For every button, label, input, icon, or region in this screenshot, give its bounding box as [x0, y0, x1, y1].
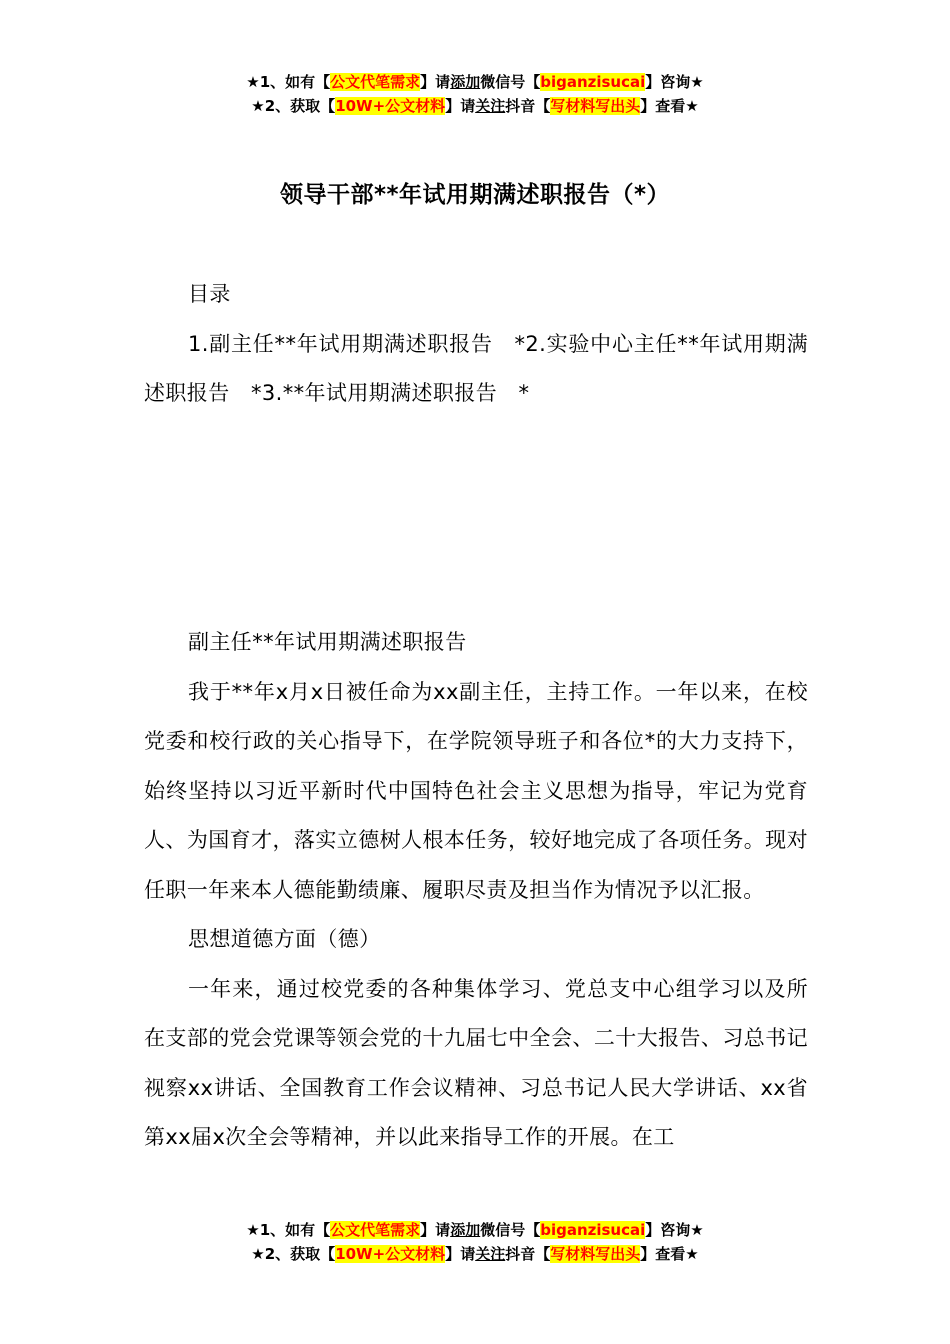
toc-entries: 1.副主任**年试用期满述职报告 *2.实验中心主任**年试用期满述职报告 *3.**年试用期满述职报告 * [144, 331, 808, 405]
highlight-wechat-id: biganzisucai [540, 1221, 646, 1239]
header-promo-banner [0, 70, 950, 118]
highlight-materials: 10W+公文材料 [335, 1245, 446, 1263]
highlight-douyin-account: 写材料写出头 [550, 1245, 641, 1263]
toc-heading: 目录 [188, 282, 231, 306]
highlight-materials: 10W+公文材料 [335, 97, 446, 115]
promo-line-2: ★2、获取【10W+公文材料】请关注抖音【写材料写出头】查看★ [251, 1245, 699, 1263]
table-of-contents [144, 270, 808, 419]
subsection-heading: 思想道德方面（德） [188, 927, 381, 951]
promo-line-1: ★1、如有【公文代笔需求】请添加微信号【biganzisucai】咨询★ [246, 1221, 704, 1239]
report-section [144, 618, 808, 1163]
highlight-douyin-account: 写材料写出头 [550, 97, 641, 115]
document-title: 领导干部**年试用期满述职报告（*） [279, 182, 671, 208]
promo-line-1: ★1、如有【公文代笔需求】请添加微信号【biganzisucai】咨询★ [246, 73, 704, 91]
promo-line-2: ★2、获取【10W+公文材料】请关注抖音【写材料写出头】查看★ [251, 97, 699, 115]
section-heading: 副主任**年试用期满述职报告 [188, 630, 467, 654]
body-paragraph: 一年来，通过校党委的各种集体学习、党总支中心组学习以及所在支部的党会党课等领会党的十九届七中全会、二十大报告、习总书记视察xx讲话、全国教育工作会议精神、习总书记人民大学讲话、xx省第xx届x次全会等精神，并以此来指导工作的开展。在工 [144, 976, 808, 1149]
highlight-wechat-id: biganzisucai [540, 73, 646, 91]
footer-promo-banner [0, 1218, 950, 1266]
highlight-service: 公文代笔需求 [330, 73, 421, 91]
highlight-service: 公文代笔需求 [330, 1221, 421, 1239]
intro-paragraph: 我于**年x月x日被任命为xx副主任，主持工作。一年以来，在校党委和校行政的关心指导下，在学院领导班子和各位*的大力支持下，始终坚持以习近平新时代中国特色社会主义思想为指导，牢记为党育人、为国育才，落实立德树人根本任务，较好地完成了各项任务。现对任职一年来本人德能勤绩廉、履职尽责及担当作为情况予以汇报。 [144, 679, 808, 902]
